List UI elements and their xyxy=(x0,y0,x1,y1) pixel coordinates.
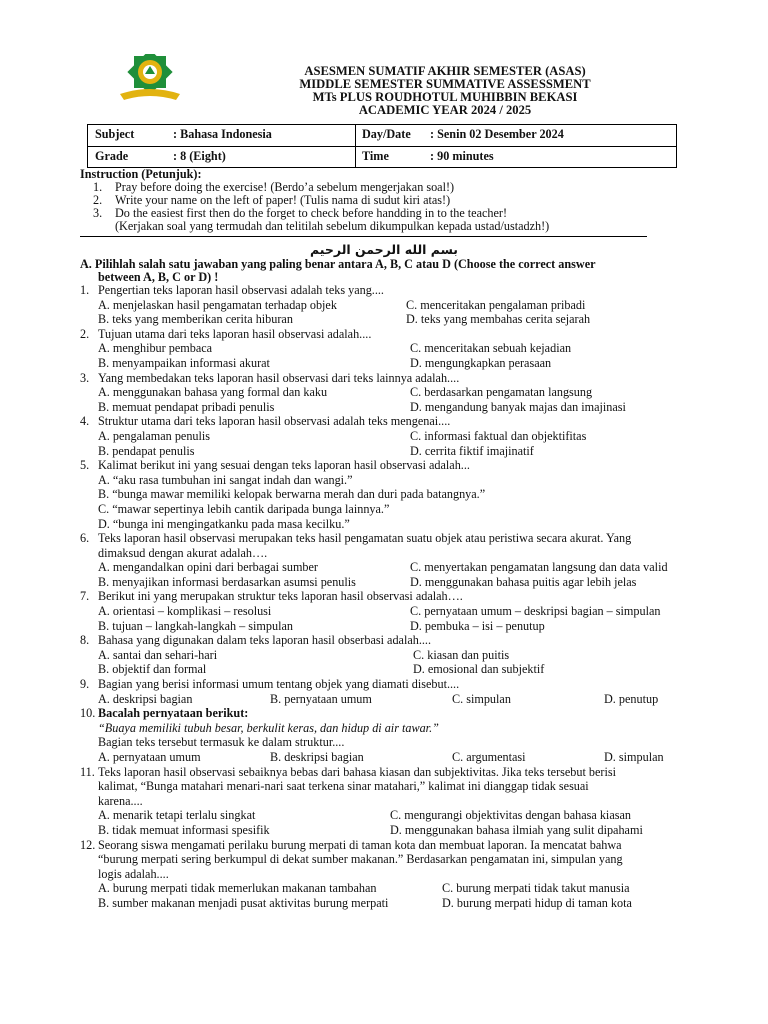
question-number: 6. xyxy=(80,531,90,546)
question-stem-line xyxy=(80,531,700,546)
question-text: Bacalah pernyataan berikut: xyxy=(98,706,249,721)
title-line: ASESMEN SUMATIF AKHIR SEMESTER (ASAS) xyxy=(304,64,586,78)
divider-line xyxy=(80,236,647,237)
answer-option: B. menyajikan informasi berdasarkan asumsi penulis xyxy=(98,574,356,589)
school-logo-icon xyxy=(116,54,184,102)
answer-option: A. burung merpati tidak memerlukan makanan tambahan xyxy=(98,881,377,896)
question-number: 1. xyxy=(80,283,90,297)
answer-option: B. pendapat penulis xyxy=(98,443,195,458)
question-text: Struktur utama dari teks laporan hasil observasi adalah teks mengenai.... xyxy=(98,414,451,429)
answer-option: D. emosional dan subjektif xyxy=(413,662,545,677)
answer-option: D. simpulan xyxy=(604,750,664,764)
question-quote: “Buaya memiliki tubuh besar, berkulit keras, dan hidup di air tawar.” xyxy=(98,720,439,735)
day-label: Day/Date xyxy=(362,127,411,141)
section-a-line: A. Pilihlah salah satu jawaban yang paling benar antara A, B, C atau D (Choose the correct answer xyxy=(80,257,596,271)
answer-option: D. mengandung banyak majas dan imajinasi xyxy=(410,399,626,414)
question-text: kalimat, “Bunga matahari menari-nari saat terkena sinar matahari,” kalimat ini dianggap tidak sesuai xyxy=(98,779,589,794)
question-number: 3. xyxy=(80,370,90,385)
subject-label: Subject xyxy=(95,127,135,141)
answer-option: C. informasi faktual dan objektifitas xyxy=(410,428,587,443)
question-text: Bagian yang berisi informasi umum tentang objek yang diamati disebut.... xyxy=(98,677,460,692)
answer-option: D. pembuka – isi – penutup xyxy=(410,618,545,633)
answer-row xyxy=(80,619,700,634)
answer-option: A. deskripsi bagian xyxy=(98,691,193,706)
question-text: Bagian teks tersebut termasuk ke dalam struktur.... xyxy=(98,735,345,750)
question-text: karena.... xyxy=(98,793,143,808)
question-stem-line xyxy=(80,838,700,853)
question-stem-line xyxy=(80,677,700,692)
question-text: Berikut ini yang merupakan struktur teks laporan hasil observasi adalah…. xyxy=(98,589,463,604)
info-row xyxy=(88,125,676,147)
instruction-number: 1. xyxy=(93,180,103,194)
answer-row xyxy=(80,750,700,765)
answer-option: D. menggunakan bahasa ilmiah yang sulit dipahami xyxy=(390,822,643,837)
grade-label: Grade xyxy=(95,149,129,163)
answer-option: D. mengungkapkan perasaan xyxy=(410,355,552,370)
question-stem-line xyxy=(80,371,700,386)
question-number: 4. xyxy=(80,414,90,429)
answer-option: D. menggunakan bahasa puitis agar lebih jelas xyxy=(410,574,637,589)
instruction-text: Do the easiest first then do the forget to check before handding in to the teacher! xyxy=(115,206,508,220)
answer-row xyxy=(80,604,700,619)
answer-option: B. deskripsi bagian xyxy=(270,750,364,764)
question-text: Kalimat berikut ini yang sesuai dengan teks laporan hasil observasi adalah... xyxy=(98,458,470,473)
answer-row xyxy=(80,429,700,444)
answer-option: C. argumentasi xyxy=(452,750,526,764)
question-number: 9. xyxy=(80,677,90,692)
answer-row xyxy=(80,560,700,575)
answer-option: A. orientasi – komplikasi – resolusi xyxy=(98,604,272,619)
exam-info-table xyxy=(87,124,677,168)
question-text: Bahasa yang digunakan dalam teks laporan hasil obserbasi adalah.... xyxy=(98,633,432,648)
answer-option: A. menjelaskan hasil pengamatan terhadap objek xyxy=(98,297,337,312)
answer-option: B. pernyataan umum xyxy=(270,691,372,706)
answer-row xyxy=(80,385,700,400)
question-text: Pengertian teks laporan hasil observasi adalah teks yang.... xyxy=(98,283,384,297)
answer-option: D. “bunga ini mengingatkanku pada masa kecilku.” xyxy=(98,516,350,531)
question-number: 2. xyxy=(80,326,90,341)
day-value: : Senin 02 Desember 2024 xyxy=(430,127,564,141)
answer-row xyxy=(80,808,700,823)
answer-option: B. objektif dan formal xyxy=(98,662,207,677)
question-stem-line xyxy=(80,546,700,561)
question-stem-line xyxy=(80,706,700,721)
answer-row xyxy=(80,575,700,590)
answer-option: C. “mawar sepertinya lebih cantik daripada bunga lainnya.” xyxy=(98,501,390,516)
instruction-number: 2. xyxy=(93,193,103,207)
answer-row xyxy=(80,896,700,911)
question-number: 10. xyxy=(80,706,96,721)
answer-row xyxy=(80,692,700,707)
time-label: Time xyxy=(362,149,389,163)
instruction-text: Write your name on the left of paper! (Tulis nama di sudut kiri atas!) xyxy=(115,193,451,207)
section-a-instruction xyxy=(80,258,680,284)
instructions-heading: Instruction (Petunjuk): xyxy=(80,167,202,181)
instructions xyxy=(80,168,680,233)
answer-option: D. burung merpati hidup di taman kota xyxy=(442,895,632,910)
question-text: “burung merpati sering berkumpul di dekat sumber makanan.” Berdasarkan pengamatan ini, simpulan yang xyxy=(98,852,623,867)
section-a-line: between A, B, C or D) ! xyxy=(98,270,219,284)
answer-option: A. santai dan sehari-hari xyxy=(98,647,218,662)
answer-option: B. memuat pendapat pribadi penulis xyxy=(98,399,275,414)
answer-option: B. tidak memuat informasi spesifik xyxy=(98,822,270,837)
answer-row xyxy=(80,881,700,896)
basmala: بسم الله الرحمن الرحيم xyxy=(310,242,458,257)
question-stem-line xyxy=(80,327,700,342)
question-stem-line xyxy=(80,414,700,429)
answer-row xyxy=(80,662,700,677)
question-text: Seorang siswa mengamati perilaku burung merpati di taman kota dan membuat laporan. Ia mencatat bahwa xyxy=(98,837,622,852)
answer-option: C. menceritakan pengalaman pribadi xyxy=(406,297,586,312)
time-value: : 90 minutes xyxy=(430,149,494,163)
question-stem-line xyxy=(80,852,700,867)
answer-option: B. teks yang memberikan cerita hiburan xyxy=(98,312,293,327)
answer-option: C. pernyataan umum – deskripsi bagian – simpulan xyxy=(410,604,661,619)
answer-option: A. menghibur pembaca xyxy=(98,341,213,356)
grade-value: : 8 (Eight) xyxy=(173,149,226,163)
answer-row xyxy=(80,444,700,459)
answer-row xyxy=(80,298,700,313)
question-number: 7. xyxy=(80,589,90,604)
answer-option: A. “aku rasa tumbuhan ini sangat indah dan wangi.” xyxy=(98,472,353,487)
instruction-continuation: (Kerjakan soal yang termudah dan telitilah sebelum dikumpulkan kepada ustad/ustadzh!) xyxy=(115,219,550,233)
answer-option: A. pernyataan umum xyxy=(98,750,201,764)
question-text: Tujuan utama dari teks laporan hasil observasi adalah.... xyxy=(98,326,372,341)
instruction-text: Pray before doing the exercise! (Berdo’a sebelum mengerjakan soal!) xyxy=(115,180,455,194)
answer-option: A. menggunakan bahasa yang formal dan kaku xyxy=(98,385,328,400)
question-text: logis adalah.... xyxy=(98,866,169,881)
question-stem-line xyxy=(80,867,700,882)
answer-option: C. burung merpati tidak takut manusia xyxy=(442,881,630,896)
answer-row xyxy=(80,356,700,371)
question-stem-line xyxy=(80,589,700,604)
answer-option: D. cerrita fiktif imajinatif xyxy=(410,443,534,458)
question-text: Teks laporan hasil observasi merupakan teks hasil pengamatan suatu objek atau peristiwa secara akurat. Yang xyxy=(98,531,632,546)
answer-option: D. teks yang membahas cerita sejarah xyxy=(406,312,591,327)
question-stem-line xyxy=(80,765,700,780)
question-number: 11. xyxy=(80,764,95,779)
title-line: MTs PLUS ROUDHOTUL MUHIBBIN BEKASI xyxy=(312,90,578,104)
instruction-number: 3. xyxy=(93,206,103,220)
answer-row xyxy=(80,400,700,415)
info-row xyxy=(88,147,676,168)
question-number: 8. xyxy=(80,633,90,648)
question-stem-line xyxy=(80,633,700,648)
question-stem-line xyxy=(80,283,700,298)
subject-value: : Bahasa Indonesia xyxy=(173,127,272,141)
answer-option: C. menyertakan pengamatan langsung dan data valid xyxy=(410,560,668,575)
answer-option: B. sumber makanan menjadi pusat aktivitas burung merpati xyxy=(98,895,389,910)
question-text: dimaksud dengan akurat adalah…. xyxy=(98,545,268,560)
answer-row xyxy=(80,823,700,838)
answer-option: C. mengurangi objektivitas dengan bahasa kiasan xyxy=(390,808,631,823)
answer-option: A. pengalaman penulis xyxy=(98,428,211,443)
title-line: ACADEMIC YEAR 2024 / 2025 xyxy=(358,103,532,117)
answer-option: C. berdasarkan pengamatan langsung xyxy=(410,385,593,400)
answer-option: C. menceritakan sebuah kejadian xyxy=(410,341,572,356)
answer-option: B. “bunga mawar memiliki kelopak berwarna merah dan duri pada batangnya.” xyxy=(98,487,486,502)
answer-row xyxy=(80,648,700,663)
exam-title xyxy=(200,65,690,117)
question-stem-line xyxy=(80,779,700,794)
answer-option: D. penutup xyxy=(604,691,659,706)
title-line: MIDDLE SEMESTER SUMMATIVE ASSESSMENT xyxy=(299,77,591,91)
question-stem-line xyxy=(80,458,700,473)
question-text: Yang membedakan teks laporan hasil observasi dari teks lainnya adalah.... xyxy=(98,370,460,385)
answer-option: C. simpulan xyxy=(452,691,511,706)
question-stem-line xyxy=(80,794,700,809)
question-list xyxy=(80,283,700,911)
question-text: Teks laporan hasil observasi sebaiknya bebas dari bahasa kiasan dan subjektivitas. Jika teks tersebut berisi xyxy=(98,764,616,779)
answer-row xyxy=(80,312,700,327)
answer-option: B. menyampaikan informasi akurat xyxy=(98,355,270,370)
question-number: 5. xyxy=(80,458,90,473)
question-number: 12. xyxy=(80,837,96,852)
answer-option: B. tujuan – langkah-langkah – simpulan xyxy=(98,618,293,633)
answer-row xyxy=(80,341,700,356)
answer-option: A. mengandalkan opini dari berbagai sumber xyxy=(98,560,318,575)
answer-option: C. kiasan dan puitis xyxy=(413,647,510,662)
answer-option: A. menarik tetapi terlalu singkat xyxy=(98,808,256,823)
